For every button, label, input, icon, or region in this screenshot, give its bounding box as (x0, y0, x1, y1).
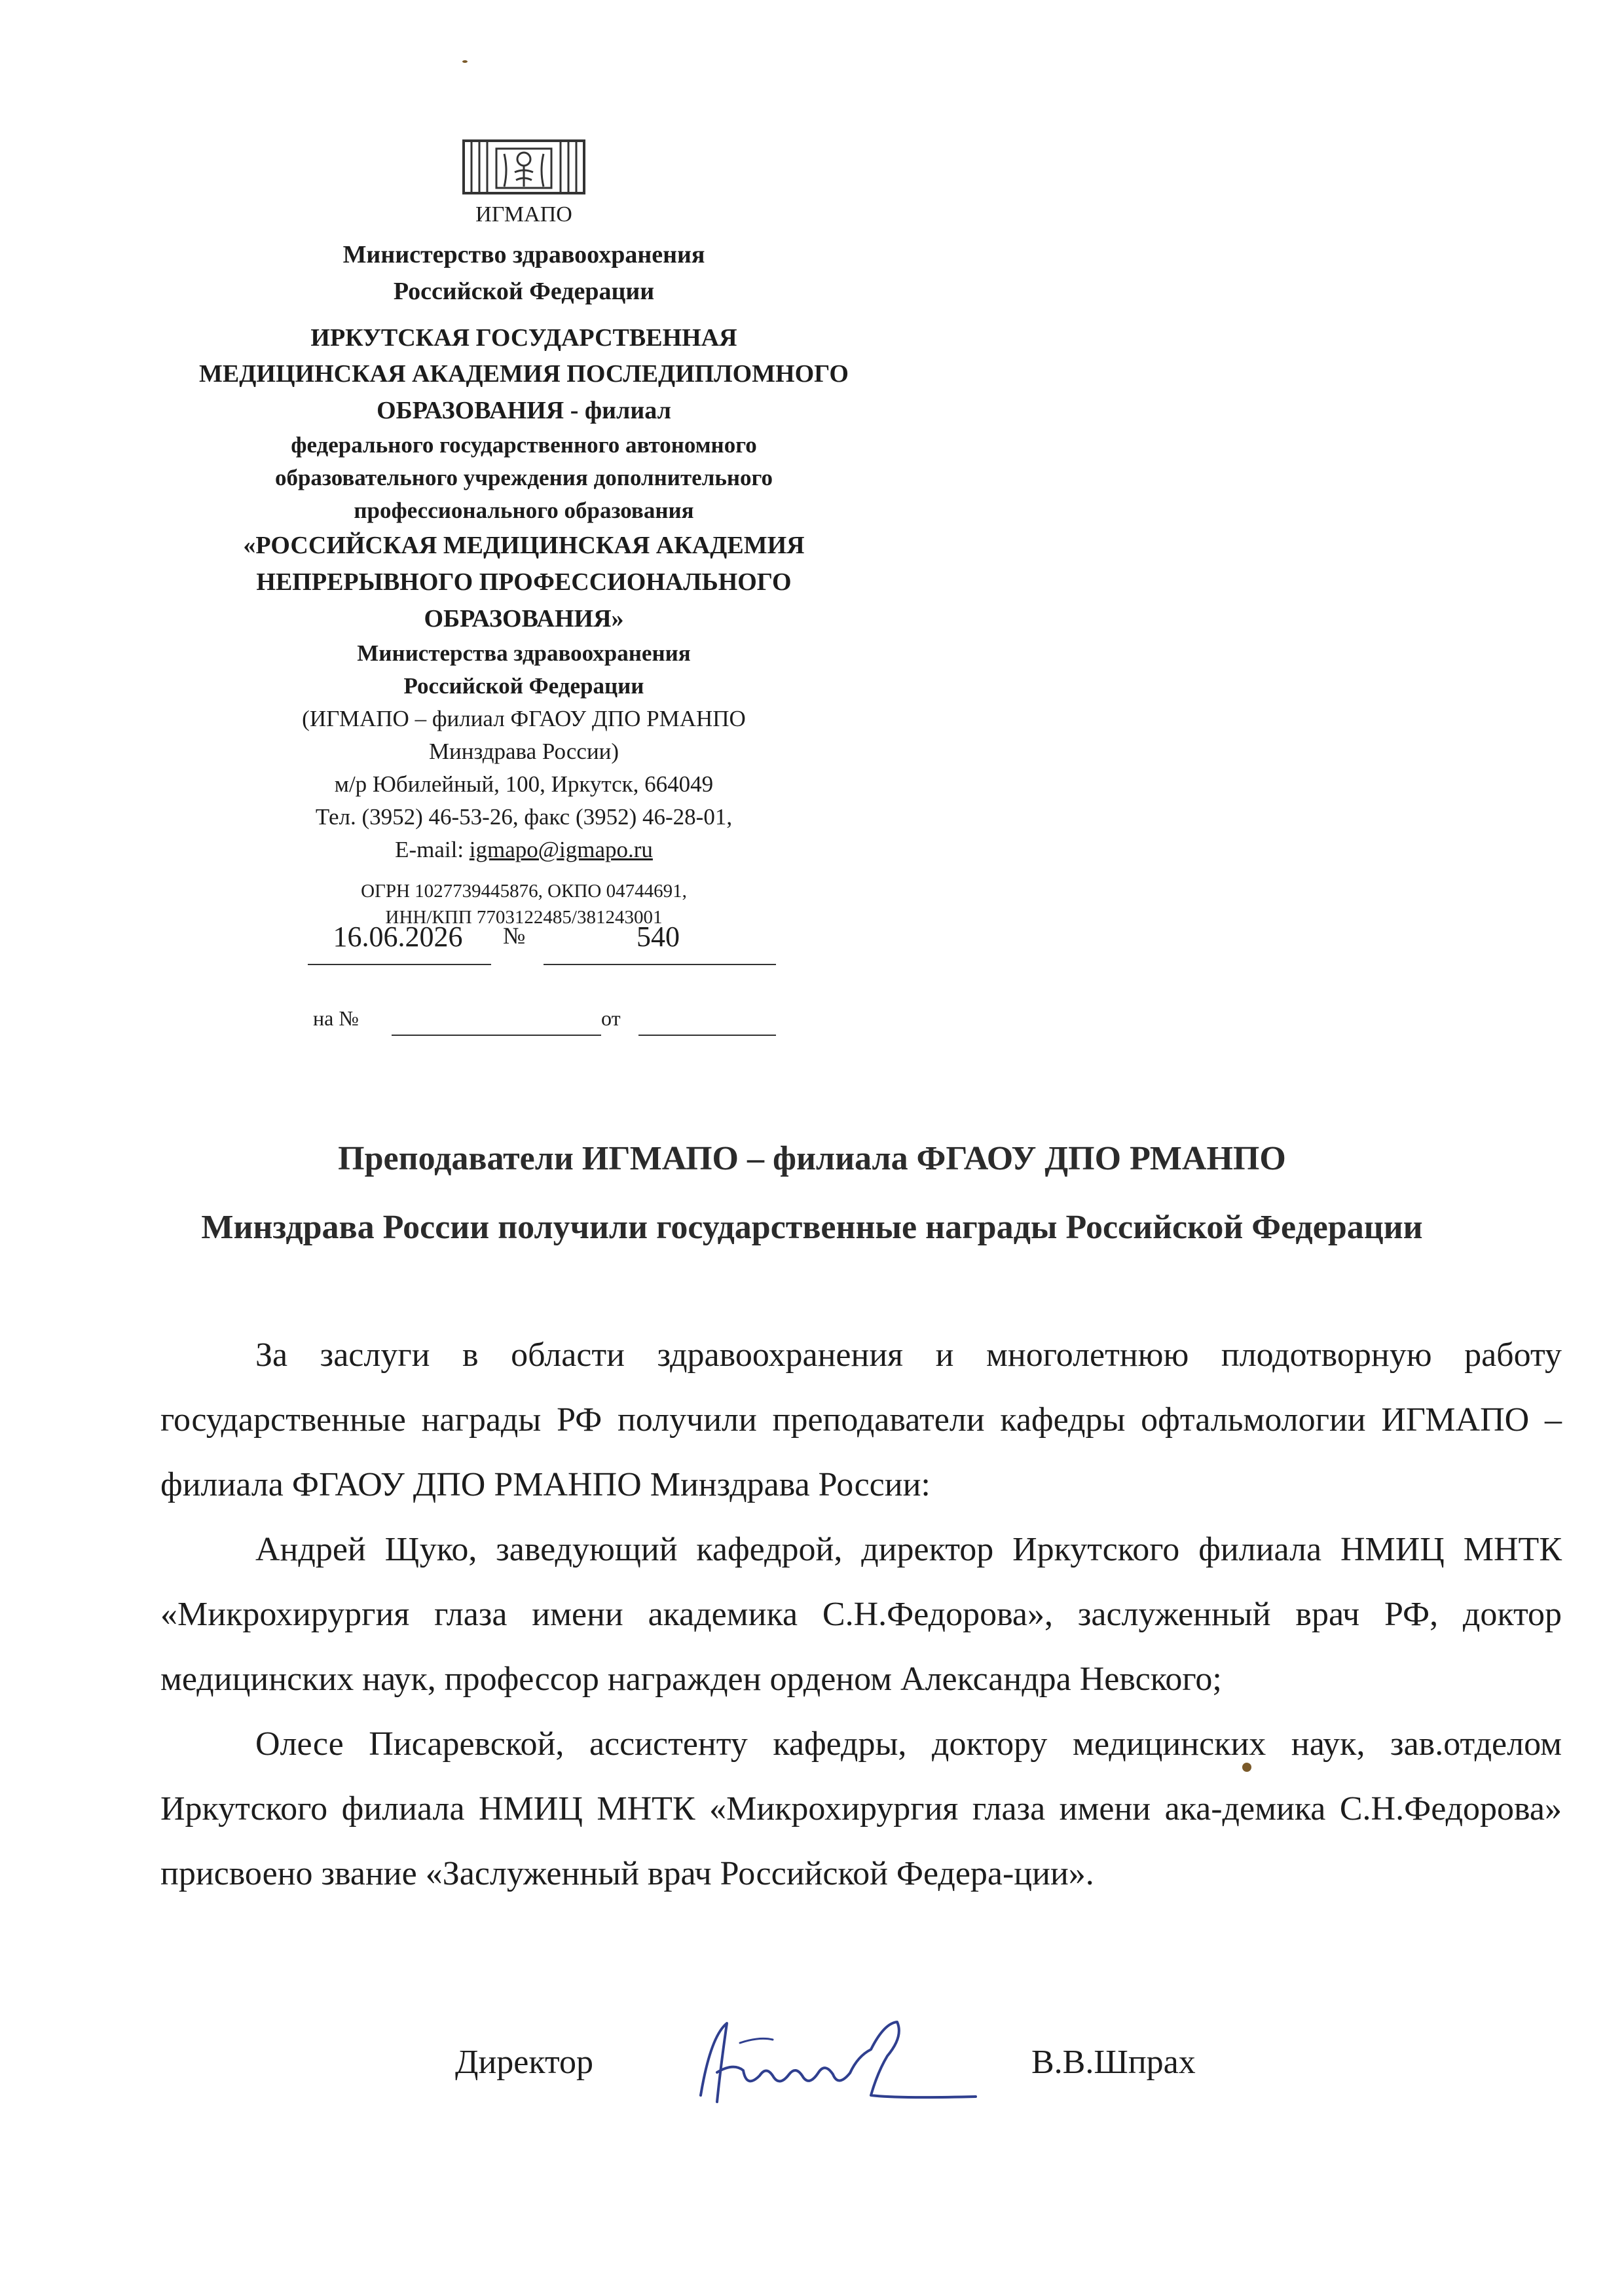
inn-kpp: ИНН/КПП 7703122485/381243001 (385, 907, 663, 928)
email-line (144, 834, 904, 866)
document-title-line: Минздрава России получили государственные награды Российской Федерации (201, 1209, 1423, 1246)
document-title-line: Преподаватели ИГМАПО – филиала ФГАОУ ДПО РМАНПО (338, 1140, 1286, 1177)
org-name-line: ОБРАЗОВАНИЯ» (424, 605, 624, 633)
reference-number-line (392, 1035, 601, 1036)
scan-speck (462, 60, 468, 63)
org-name-line: ИРКУТСКАЯ ГОСУДАРСТВЕННАЯ (310, 324, 737, 352)
scan-speck (1242, 1763, 1251, 1772)
document-body (160, 1323, 1562, 1906)
ministry-line: Российской Федерации (393, 278, 655, 305)
reference-date-line (638, 1035, 776, 1036)
org-name-line: «РОССИЙСКАЯ МЕДИЦИНСКАЯ АКАДЕМИЯ (243, 532, 805, 559)
email-label: E-mail: (395, 837, 470, 862)
org-name-line: федерального государственного автономного (291, 432, 757, 458)
letterhead (144, 134, 904, 930)
org-name-line: ОБРАЗОВАНИЯ - филиал (377, 397, 671, 424)
address: м/р Юбилейный, 100, Иркутск, 664049 (334, 771, 714, 797)
logo-caption: ИГМАПО (475, 202, 572, 227)
email-link[interactable]: igmapo@igmapo.ru (469, 837, 653, 862)
org-short-name: (ИГМАПО – филиал ФГАОУ ДПО РМАНПО (302, 706, 746, 731)
number-underline (544, 964, 776, 965)
date-underline (308, 964, 491, 965)
org-short-name: Минздрава России) (428, 739, 619, 764)
reference-date-label: от (601, 1006, 621, 1030)
ministry-line: Министерство здравоохранения (342, 241, 705, 268)
igmapo-logo-icon (458, 134, 589, 200)
body-paragraph: Олесе Писаревской, ассистенту кафедры, доктору медицинских наук, зав.отделом Иркутского филиала НМИЦ МНТК «Микрохирургия глаза имени ака-демика С.Н.Федорова» присвоено звание «Заслуженный врач Российской Федера-ции». (160, 1725, 1562, 1892)
org-name-line: МЕДИЦИНСКАЯ АКАДЕМИЯ ПОСЛЕДИПЛОМНОГО (199, 360, 849, 388)
org-name-line: образовательного учреждения дополнительного (274, 465, 773, 490)
ogrn-okpo: ОГРН 1027739445876, ОКПО 04744691, (361, 881, 687, 902)
body-paragraph: Андрей Щуко, заведующий кафедрой, директор Иркутского филиала НМИЦ МНТК «Микрохирургия глаза имени академика С.Н.Федорова», заслуженный врач РФ, доктор медицинских наук, профессор награжден орденом Александра Невского; (160, 1531, 1562, 1698)
org-name-line: Министерства здравоохранения (357, 640, 691, 666)
org-name-line: НЕПРЕРЫВНОГО ПРОФЕССИОНАЛЬНОГО (256, 568, 792, 596)
document-date: 16.06.2026 (333, 921, 463, 953)
document-number: 540 (637, 921, 680, 953)
number-sign: № (503, 923, 526, 949)
reference-number-label: на № (313, 1006, 359, 1030)
phone-fax: Тел. (3952) 46-53-26, факс (3952) 46-28-01, (315, 804, 733, 830)
org-name-line: профессионального образования (354, 498, 694, 523)
org-name-line: Российской Федерации (403, 673, 644, 699)
body-paragraph: За заслуги в области здравоохранения и многолетнюю плодотворную работу государственные награды РФ получили преподаватели кафедры офтальмологии ИГМАПО – филиала ФГАОУ ДПО РМАНПО Минздрава России: (160, 1336, 1562, 1503)
signatory-position: Директор (455, 2044, 593, 2081)
handwritten-signature-icon (681, 2010, 982, 2115)
signatory-name: В.В.Шпрах (1031, 2044, 1196, 2081)
